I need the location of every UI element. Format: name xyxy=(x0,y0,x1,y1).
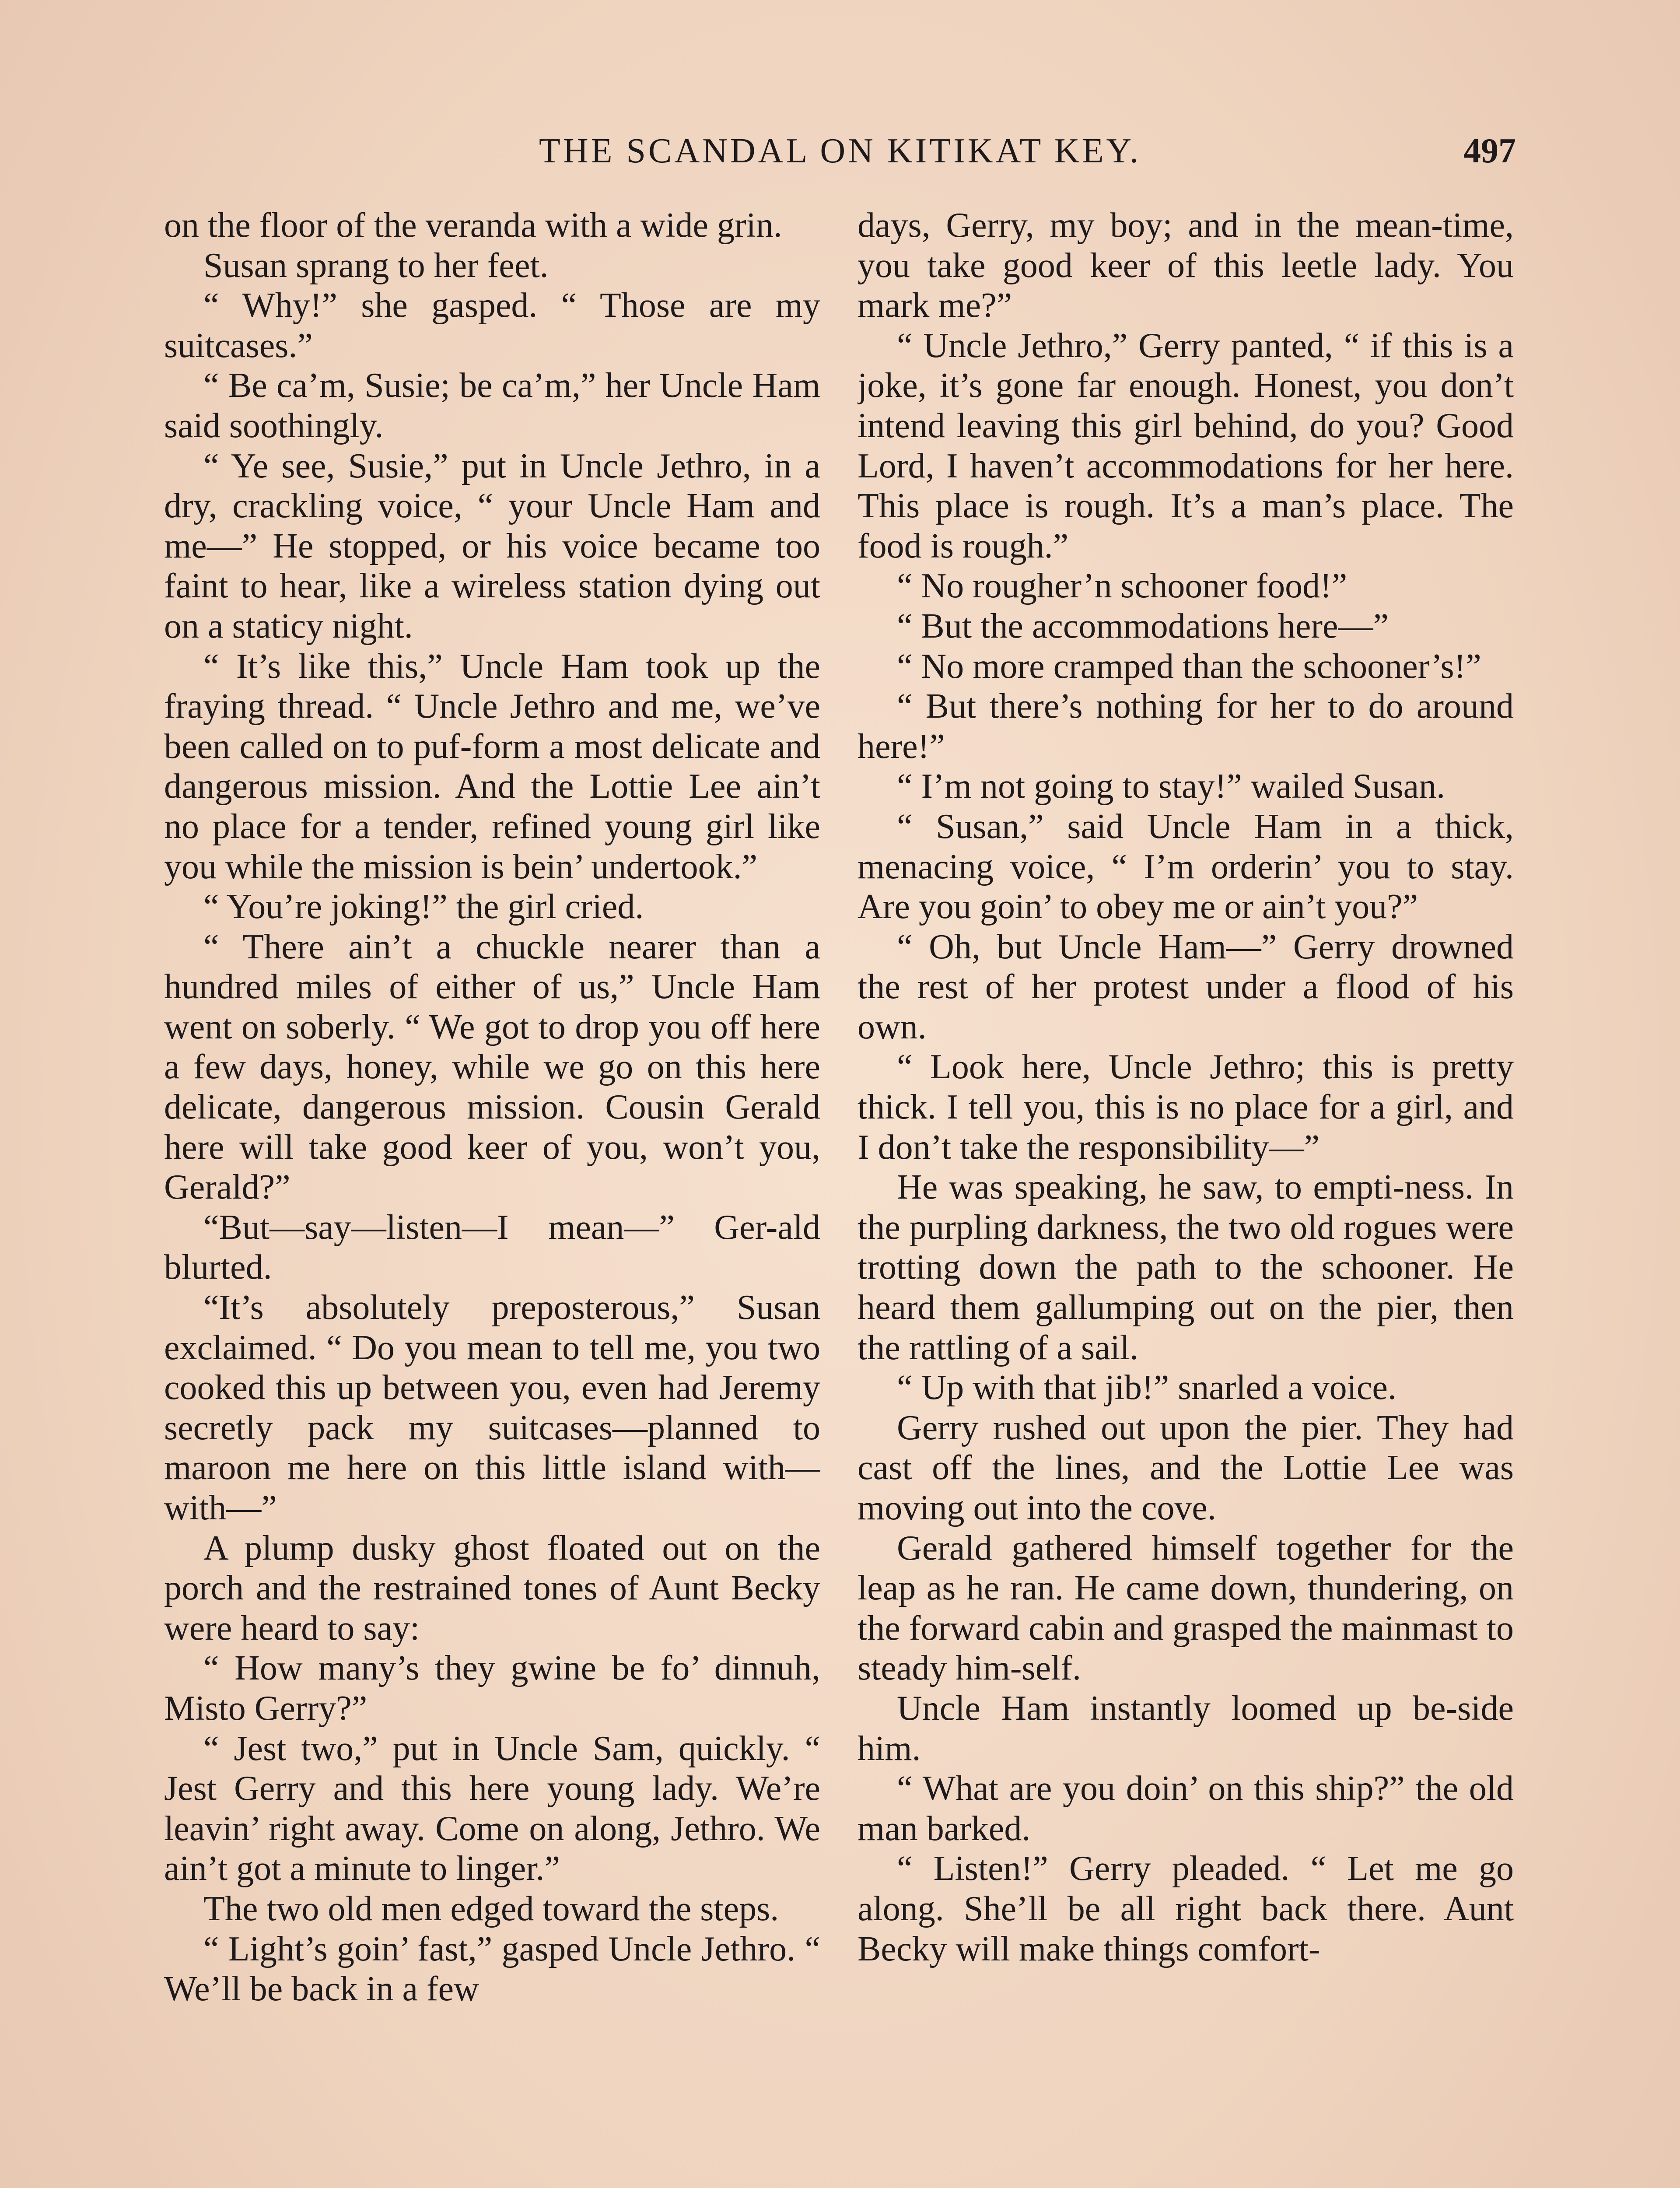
paragraph: “ I’m not going to stay!” wailed Susan. xyxy=(897,767,1446,806)
paragraph: “ Why!” she gasped. “ Those are my suitcases.” xyxy=(164,286,820,365)
paragraph: Gerry rushed out upon the pier. They had cast off the lines, and the Lottie Lee was moving out into the cove. xyxy=(858,1408,1514,1527)
paragraph: Gerald gathered himself together for the leap as he ran. He came down, thundering, on the forward cabin and grasped the mainmast to steady him-self. xyxy=(858,1529,1514,1688)
paragraph: “ It’s like this,” Uncle Ham took up the fraying thread. “ Uncle Jethro and me, we’ve been called on to puf-form a most delicate and dangerous mission. And the Lottie Lee ain’t no place for a tender, refined young girl like you while the mission is bein’ undertook.” xyxy=(164,647,820,886)
paragraph: The two old men edged toward the steps. xyxy=(203,1889,779,1928)
paragraph: “But—say—listen—I mean—” Ger-ald blurted. xyxy=(164,1208,820,1287)
paragraph: “ But the accommodations here—” xyxy=(897,607,1389,645)
right-column xyxy=(858,206,1514,2188)
paragraph: A plump dusky ghost floated out on the porch and the restrained tones of Aunt Becky were heard to say: xyxy=(164,1529,820,1648)
paragraph: “ No more cramped than the schooner’s!” xyxy=(897,647,1481,686)
left-column xyxy=(164,206,820,2188)
paragraph: “ Susan,” said Uncle Ham in a thick, menacing voice, “ I’m orderin’ you to stay. Are you goin’ to obey me or ain’t you?” xyxy=(858,807,1514,926)
paragraph: “ How many’s they gwine be fo’ dinnuh, Misto Gerry?” xyxy=(164,1649,820,1728)
paragraph: He was speaking, he saw, to empti-ness. In the purpling darkness, the two old rogues were trotting down the path to the schooner. He heard them gallumping out on the pier, then the rattling of a sail. xyxy=(858,1168,1514,1367)
running-head: THE SCANDAL ON KITIKAT KEY. xyxy=(539,132,1141,170)
paragraph: days, Gerry, my boy; and in the mean-time, you take good keer of this leetle lady. You mark me?” xyxy=(858,206,1514,325)
paragraph: “ Light’s goin’ fast,” gasped Uncle Jethro. “ We’ll be back in a few xyxy=(164,1929,820,2009)
paragraph: “ Listen!” Gerry pleaded. “ Let me go along. She’ll be all right back there. Aunt Becky will make things comfort- xyxy=(858,1849,1514,1968)
page-header xyxy=(164,127,1516,175)
paragraph: “ Jest two,” put in Uncle Sam, quickly. “ Jest Gerry and this here young lady. We’re leavin’ right away. Come on along, Jethro. We ain’t got a minute to linger.” xyxy=(164,1729,820,1888)
paragraph: “ Ye see, Susie,” put in Uncle Jethro, in a dry, crackling voice, “ your Uncle Ham and me—” He stopped, or his voice became too faint to hear, like a wireless station dying out on a staticy night. xyxy=(164,446,820,645)
paragraph: “It’s absolutely preposterous,” Susan exclaimed. “ Do you mean to tell me, you two cooked this up between you, even had Jeremy secretly pack my suitcases—planned to maroon me here on this little island with—with—” xyxy=(164,1288,820,1527)
paragraph: “ But there’s nothing for her to do around here!” xyxy=(858,687,1514,766)
page-number: 497 xyxy=(1463,132,1516,170)
paragraph: “ Oh, but Uncle Ham—” Gerry drowned the rest of her protest under a flood of his own. xyxy=(858,927,1514,1046)
paragraph: Susan sprang to her feet. xyxy=(203,246,549,285)
paragraph: “ Be ca’m, Susie; be ca’m,” her Uncle Ham said soothingly. xyxy=(164,366,820,445)
paragraph: “ Up with that jib!” snarled a voice. xyxy=(897,1368,1396,1407)
paragraph: on the floor of the veranda with a wide grin. xyxy=(164,206,782,245)
paragraph: “ Look here, Uncle Jethro; this is pretty thick. I tell you, this is no place for a girl, and I don’t take the responsibility—” xyxy=(858,1048,1514,1167)
paragraph: “ Uncle Jethro,” Gerry panted, “ if this is a joke, it’s gone far enough. Honest, you don’t intend leaving this girl behind, do you? Good Lord, I haven’t accommodations for her here. This place is rough. It’s a man’s place. The food is rough.” xyxy=(858,326,1514,565)
paragraph: Uncle Ham instantly loomed up be-side him. xyxy=(858,1689,1514,1768)
paragraph: “ There ain’t a chuckle nearer than a hundred miles of either of us,” Uncle Ham went on soberly. “ We got to drop you off here a few days, honey, while we go on this here delicate, dangerous mission. Cousin Gerald here will take good keer of you, won’t you, Gerald?” xyxy=(164,927,820,1207)
paragraph: “ What are you doin’ on this ship?” the old man barked. xyxy=(858,1769,1514,1848)
paragraph: “ You’re joking!” the girl cried. xyxy=(203,887,644,926)
paragraph: “ No rougher’n schooner food!” xyxy=(897,567,1348,606)
